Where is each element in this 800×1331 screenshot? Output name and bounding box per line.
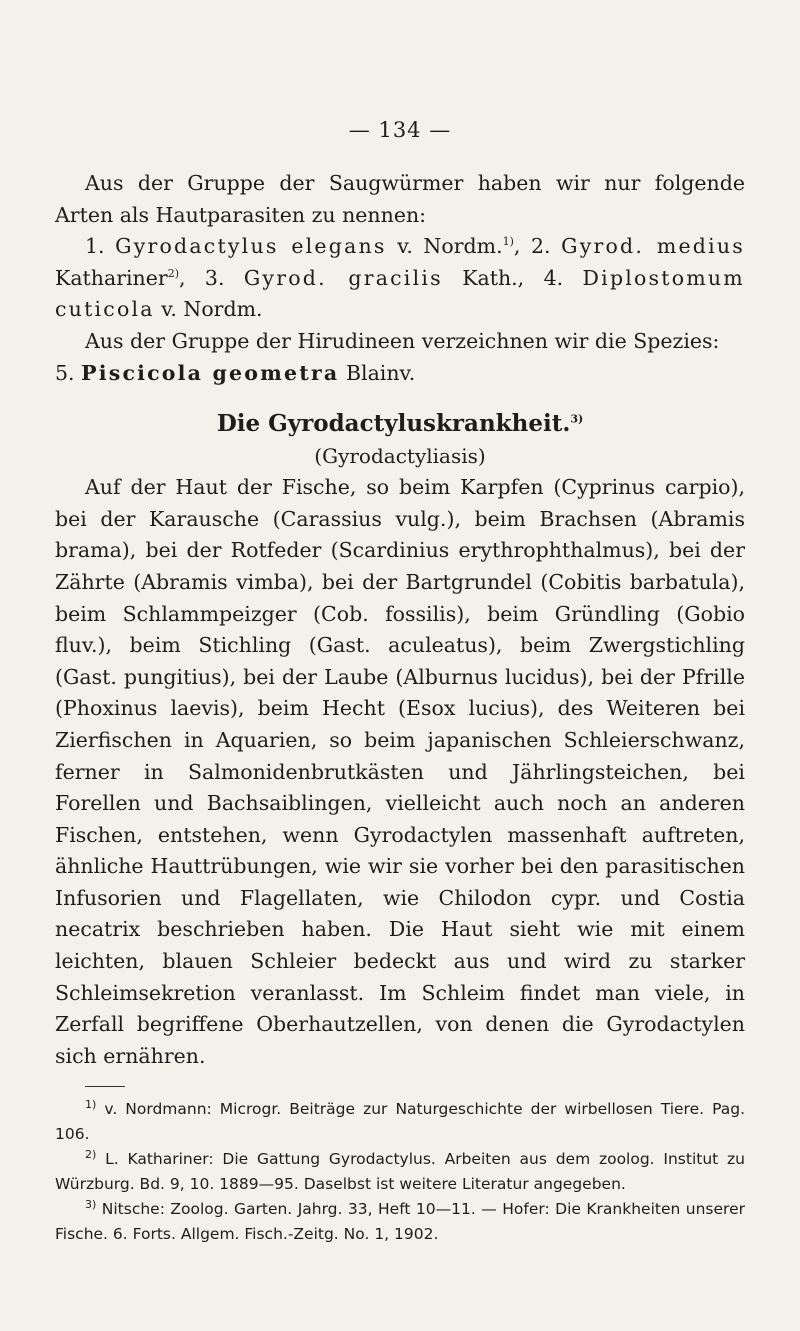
species-name: Gyrodactylus elegans	[115, 234, 387, 259]
species-author: Blainv.	[345, 360, 416, 385]
page-number: — 134 —	[348, 118, 452, 142]
species-name: Diplostomum cuticola	[55, 265, 745, 322]
item-number: 2.	[530, 234, 551, 259]
intro-paragraph: Aus der Gruppe der Saugwürmer haben wir nur folgende Arten als Hautparasiten zu nennen:	[55, 171, 745, 227]
section-heading-text: Die Gyrodactyluskrankheit.	[216, 410, 571, 438]
species-name: Gyrod. gracilis	[243, 265, 443, 290]
footnote-text: Nitsche: Zoolog. Garten. Jahrg. 33, Heft 10—11. — Hofer: Die Krankheiten unserer Fische. 6. Forts. Allgem. Fisch.-Zeitg. No. 1, 1902.	[55, 1200, 745, 1244]
footnote-mark: 3)	[85, 1198, 97, 1212]
section-paragraph: Auf der Haut der Fische, so beim Karpfen (Cyprinus carpio), bei der Karausche (Carassius vulg.), beim Brachsen (Abramis brama), bei der Rotfeder (Scardinius erythrophthalmus), bei der Zährte (Abramis vimba), bei der Bartgrundel (Cobitis barbatula), beim Schlammpeizger (Cob. fossilis), beim Gründling (Gobio fluv.), beim Stichling (Gast. aculeatus), beim Zwergstichling (Gast. pungitius), bei der Laube (Alburnus lucidus), bei der Pfrille (Phoxinus laevis), beim Hecht (Esox lucius), des Weiteren bei Zierfischen in Aquarien, so beim japanischen Schleierschwanz, ferner in Salmonidenbrutkästen und Jährlingsteichen, bei Forellen und Bachsaiblingen, vielleicht auch noch an anderen Fischen, entstehen, wenn Gyrodactylen massenhaft auftreten, ähnliche Hauttrübungen, wie wir sie vorher bei den parasitischen Infusorien und Flagellaten, wie Chilodon cypr. und Costia necatrix beschrieben haben. Die Haut sieht wie mit einem leichten, blauen Schleier bedeckt aus und wird zu starker Schleimsekretion veranlasst. Im Schleim findet man viele, in Zerfall begriffene Oberhautzellen, von denen die Gyrodactylen sich ernähren.	[55, 475, 745, 1068]
item-number: 4.	[543, 265, 564, 290]
species-author: Kath.,	[462, 265, 525, 290]
species-author: Kathariner	[55, 265, 168, 290]
item-number: 1.	[85, 234, 105, 259]
footnote-text: L. Kathariner: Die Gattung Gyrodactylus. Arbeiten aus dem zoolog. Institut zu Würzburg. Bd. 9, 10. 1889—95. Daselbst ist weitere Literatur angegeben.	[55, 1150, 745, 1194]
species-name: Gyrod. medius	[561, 234, 745, 259]
page-body	[55, 168, 745, 1247]
footnotes	[55, 1097, 745, 1247]
species-name: Piscicola geometra	[81, 360, 340, 385]
section-heading	[55, 407, 745, 441]
footnote	[55, 1097, 745, 1147]
section-subheading: (Gyrodactyliasis)	[314, 444, 486, 469]
footnote-mark: 2)	[85, 1148, 97, 1162]
species-list	[55, 358, 745, 390]
footnote-text: v. Nordmann: Microgr. Beiträge zur Naturgeschichte der wirbellosen Tiere. Pag. 106.	[55, 1100, 745, 1144]
footnote-mark: 1)	[85, 1098, 97, 1112]
species-list: 1. Gyrodactylus elegans v. Nordm.$^{1)}$, 2. Gyrod. medius Kathariner$^{2)}$, 3. Gyrod. gracilis Kath., 4. Diplostomum cuticola v. Nordm.	[55, 234, 745, 322]
footnote	[55, 1197, 745, 1247]
footnote-ref: 1)	[502, 235, 514, 249]
species-author: v. Nordm.	[397, 234, 503, 259]
footnote-divider	[85, 1086, 125, 1087]
footnote-ref: 3)	[570, 412, 584, 426]
species-author: v. Nordm.	[161, 297, 263, 322]
footnote	[55, 1147, 745, 1197]
item-number: 3.	[204, 265, 225, 290]
item-number: 5.	[55, 360, 75, 385]
footnote-ref: 2)	[167, 266, 179, 280]
intro-paragraph: Aus der Gruppe der Hirudineen verzeichnen wir die Spezies:	[85, 328, 720, 353]
